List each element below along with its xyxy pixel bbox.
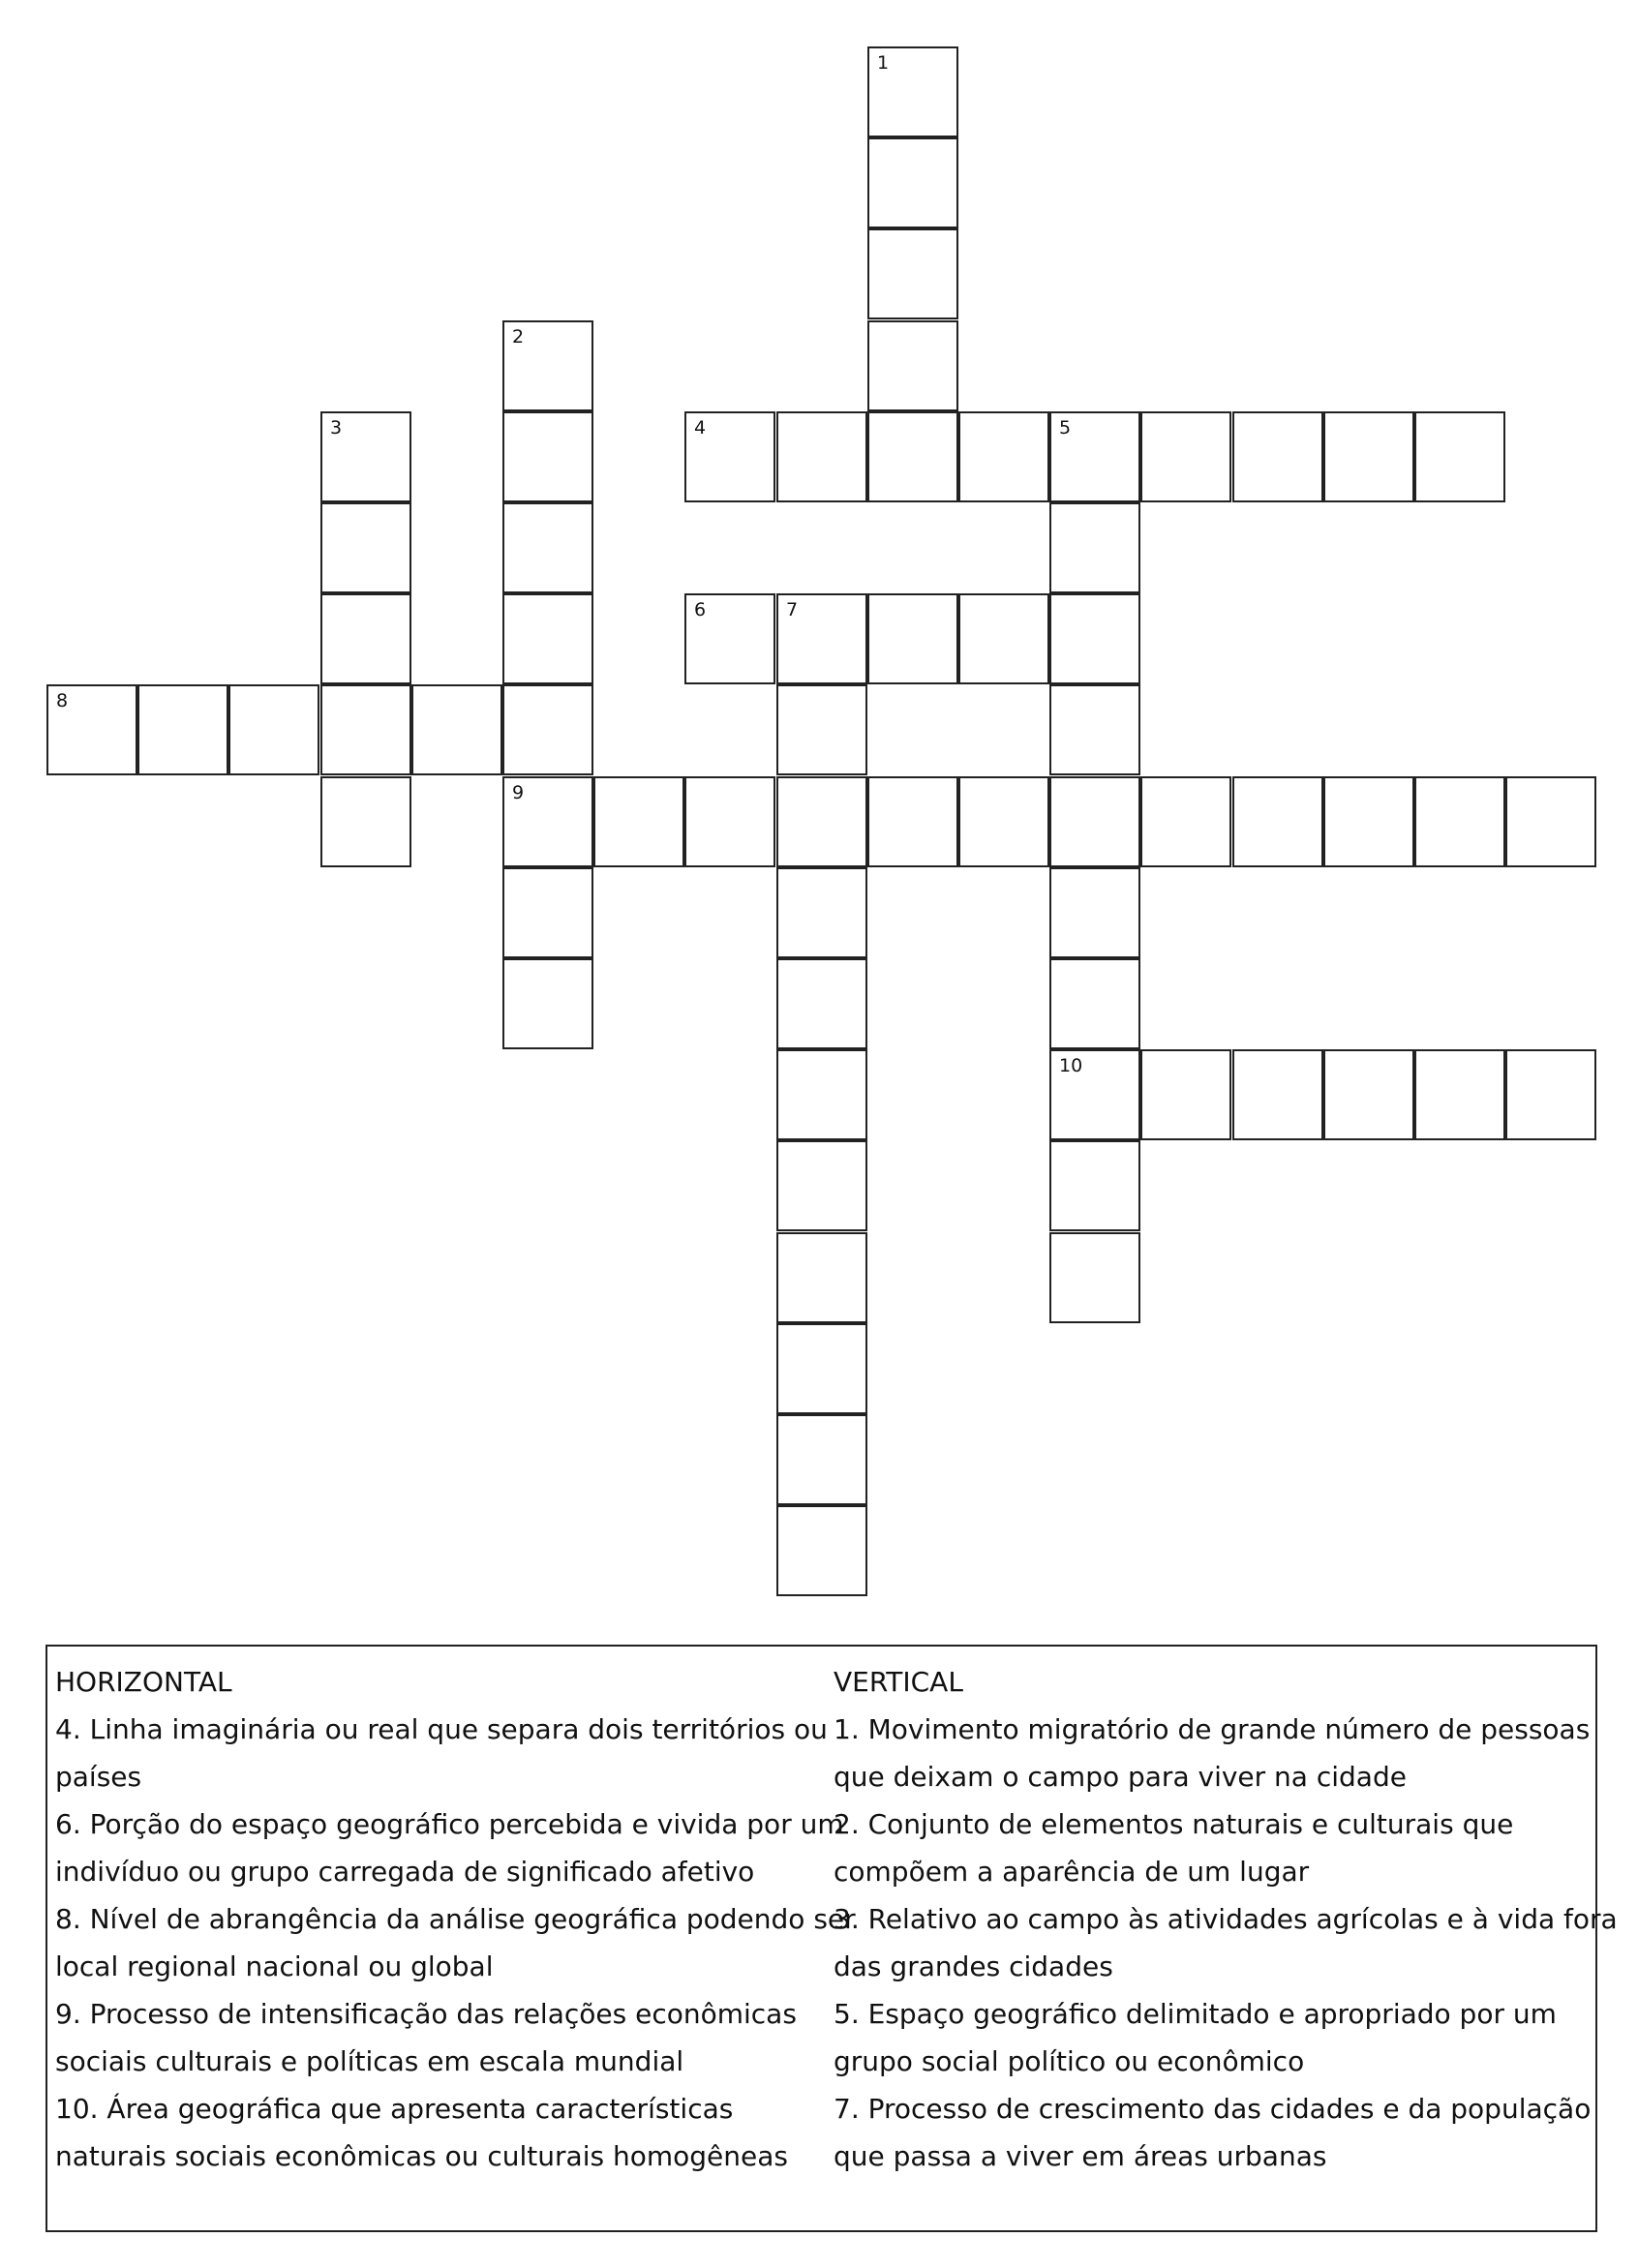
- down-clue-line: compõem a aparência de um lugar: [834, 1856, 1310, 1888]
- crossword-cell[interactable]: [776, 958, 867, 1049]
- clue-number: 4: [694, 417, 707, 438]
- across-clues: [55, 1658, 856, 2180]
- crossword-cell[interactable]: [776, 1414, 867, 1505]
- crossword-cell[interactable]: [1049, 1140, 1140, 1231]
- crossword-cell[interactable]: [867, 137, 958, 228]
- clue-panel: [46, 1645, 1618, 2232]
- crossword-cell[interactable]: [502, 867, 593, 958]
- crossword-cell[interactable]: [1232, 1049, 1323, 1140]
- crossword-cell[interactable]: [776, 593, 867, 684]
- across-clue-line: 10. Área geográfica que apresenta características: [55, 2093, 734, 2125]
- clue-number: 10: [1059, 1055, 1083, 1076]
- crossword-cell[interactable]: [776, 1140, 867, 1231]
- across-clue-line: naturais sociais econômicas ou culturais homogêneas: [55, 2140, 788, 2172]
- crossword-cell[interactable]: [320, 411, 411, 502]
- crossword-cell[interactable]: [776, 776, 867, 867]
- crossword-cell[interactable]: [1049, 1049, 1140, 1140]
- crossword-cell[interactable]: [1049, 684, 1140, 775]
- across-clue-line: 6. Porção do espaço geográfico percebida e vivida por um: [55, 1808, 844, 1840]
- crossword-cell[interactable]: [1505, 1049, 1596, 1140]
- crossword-cell[interactable]: [776, 1505, 867, 1596]
- crossword-cell[interactable]: [1140, 776, 1231, 867]
- crossword-cell[interactable]: [320, 502, 411, 593]
- crossword-cell[interactable]: [958, 776, 1049, 867]
- crossword-cell[interactable]: [1049, 502, 1140, 593]
- crossword-cell[interactable]: [593, 776, 684, 867]
- down-clues: [834, 1658, 1618, 2180]
- across-heading: HORIZONTAL: [55, 1666, 232, 1698]
- clue-number: 8: [56, 690, 69, 711]
- down-clue-line: 5. Espaço geográfico delimitado e apropriado por um: [834, 1998, 1557, 2030]
- crossword-cell[interactable]: [684, 776, 775, 867]
- across-clue-line: local regional nacional ou global: [55, 1950, 494, 1982]
- across-clue-line: 9. Processo de intensificação das relações econômicas: [55, 1998, 797, 2030]
- crossword-cell[interactable]: [1049, 867, 1140, 958]
- crossword-cell[interactable]: [1049, 958, 1140, 1049]
- clue-number: 2: [512, 326, 525, 348]
- crossword-cell[interactable]: [867, 320, 958, 411]
- crossword-cell[interactable]: [411, 684, 502, 775]
- crossword-cell[interactable]: [776, 867, 867, 958]
- crossword-cell[interactable]: [1049, 776, 1140, 867]
- crossword-cell[interactable]: [502, 776, 593, 867]
- crossword-cell[interactable]: [958, 593, 1049, 684]
- clue-number: 5: [1059, 417, 1072, 438]
- crossword-cell[interactable]: [776, 1049, 867, 1140]
- down-heading: VERTICAL: [834, 1666, 963, 1698]
- down-clue-line: 1. Movimento migratório de grande número de pessoas: [834, 1713, 1591, 1745]
- clue-number: 1: [877, 52, 890, 74]
- across-clue-line: países: [55, 1761, 142, 1793]
- crossword-cell[interactable]: [1049, 411, 1140, 502]
- crossword-cell[interactable]: [776, 1232, 867, 1323]
- across-clue-line: 8. Nível de abrangência da análise geográfica podendo ser: [55, 1903, 856, 1935]
- crossword-cell[interactable]: [867, 776, 958, 867]
- crossword-cell[interactable]: [502, 502, 593, 593]
- crossword-cell[interactable]: [1505, 776, 1596, 867]
- crossword-cell[interactable]: [46, 684, 137, 775]
- clue-number: 7: [786, 599, 799, 620]
- crossword-cell[interactable]: [867, 228, 958, 319]
- across-clue-line: sociais culturais e políticas em escala mundial: [55, 2045, 684, 2077]
- crossword-cell[interactable]: [137, 684, 228, 775]
- clue-number: 3: [330, 417, 343, 438]
- crossword-cell[interactable]: [1323, 411, 1414, 502]
- down-clue-line: que passa a viver em áreas urbanas: [834, 2140, 1327, 2172]
- crossword-cell[interactable]: [958, 411, 1049, 502]
- across-clue-line: indivíduo ou grupo carregada de significado afetivo: [55, 1856, 755, 1888]
- crossword-cell[interactable]: [684, 593, 775, 684]
- across-clue-line: 4. Linha imaginária ou real que separa dois territórios ou: [55, 1713, 828, 1745]
- crossword-cell[interactable]: [867, 411, 958, 502]
- crossword-cell[interactable]: [684, 411, 775, 502]
- down-clue-line: que deixam o campo para viver na cidade: [834, 1761, 1407, 1793]
- crossword-cell[interactable]: [1414, 411, 1505, 502]
- crossword-cell[interactable]: [1140, 411, 1231, 502]
- crossword-cell[interactable]: [1140, 1049, 1231, 1140]
- crossword-cell[interactable]: [867, 593, 958, 684]
- down-clue-line: 3. Relativo ao campo às atividades agrícolas e à vida fora: [834, 1903, 1618, 1935]
- crossword-cell[interactable]: [502, 593, 593, 684]
- crossword-cell[interactable]: [320, 593, 411, 684]
- clue-number: 9: [512, 782, 525, 803]
- down-clue-line: das grandes cidades: [834, 1950, 1113, 1982]
- crossword-cell[interactable]: [502, 958, 593, 1049]
- crossword-cell[interactable]: [1414, 776, 1505, 867]
- crossword-cell[interactable]: [502, 684, 593, 775]
- clue-number: 6: [694, 599, 707, 620]
- down-clue-line: grupo social político ou econômico: [834, 2045, 1305, 2077]
- down-clue-line: 7. Processo de crescimento das cidades e da população: [834, 2093, 1592, 2125]
- crossword-cell[interactable]: [867, 46, 958, 137]
- crossword-cell[interactable]: [502, 320, 593, 411]
- crossword-cell[interactable]: [320, 776, 411, 867]
- crossword-cell[interactable]: [776, 1323, 867, 1414]
- crossword-cell[interactable]: [776, 684, 867, 775]
- crossword-cell[interactable]: [1049, 1232, 1140, 1323]
- crossword-cell[interactable]: [1323, 1049, 1414, 1140]
- crossword-cell[interactable]: [1049, 593, 1140, 684]
- crossword-cell[interactable]: [320, 684, 411, 775]
- crossword-cell[interactable]: [776, 411, 867, 502]
- crossword-cell[interactable]: [502, 411, 593, 502]
- crossword-cell[interactable]: [1414, 1049, 1505, 1140]
- crossword-cell[interactable]: [1323, 776, 1414, 867]
- down-clue-line: 2. Conjunto de elementos naturais e culturais que: [834, 1808, 1514, 1840]
- crossword-cell[interactable]: [1232, 411, 1323, 502]
- crossword-cell[interactable]: [1232, 776, 1323, 867]
- crossword-cell[interactable]: [228, 684, 319, 775]
